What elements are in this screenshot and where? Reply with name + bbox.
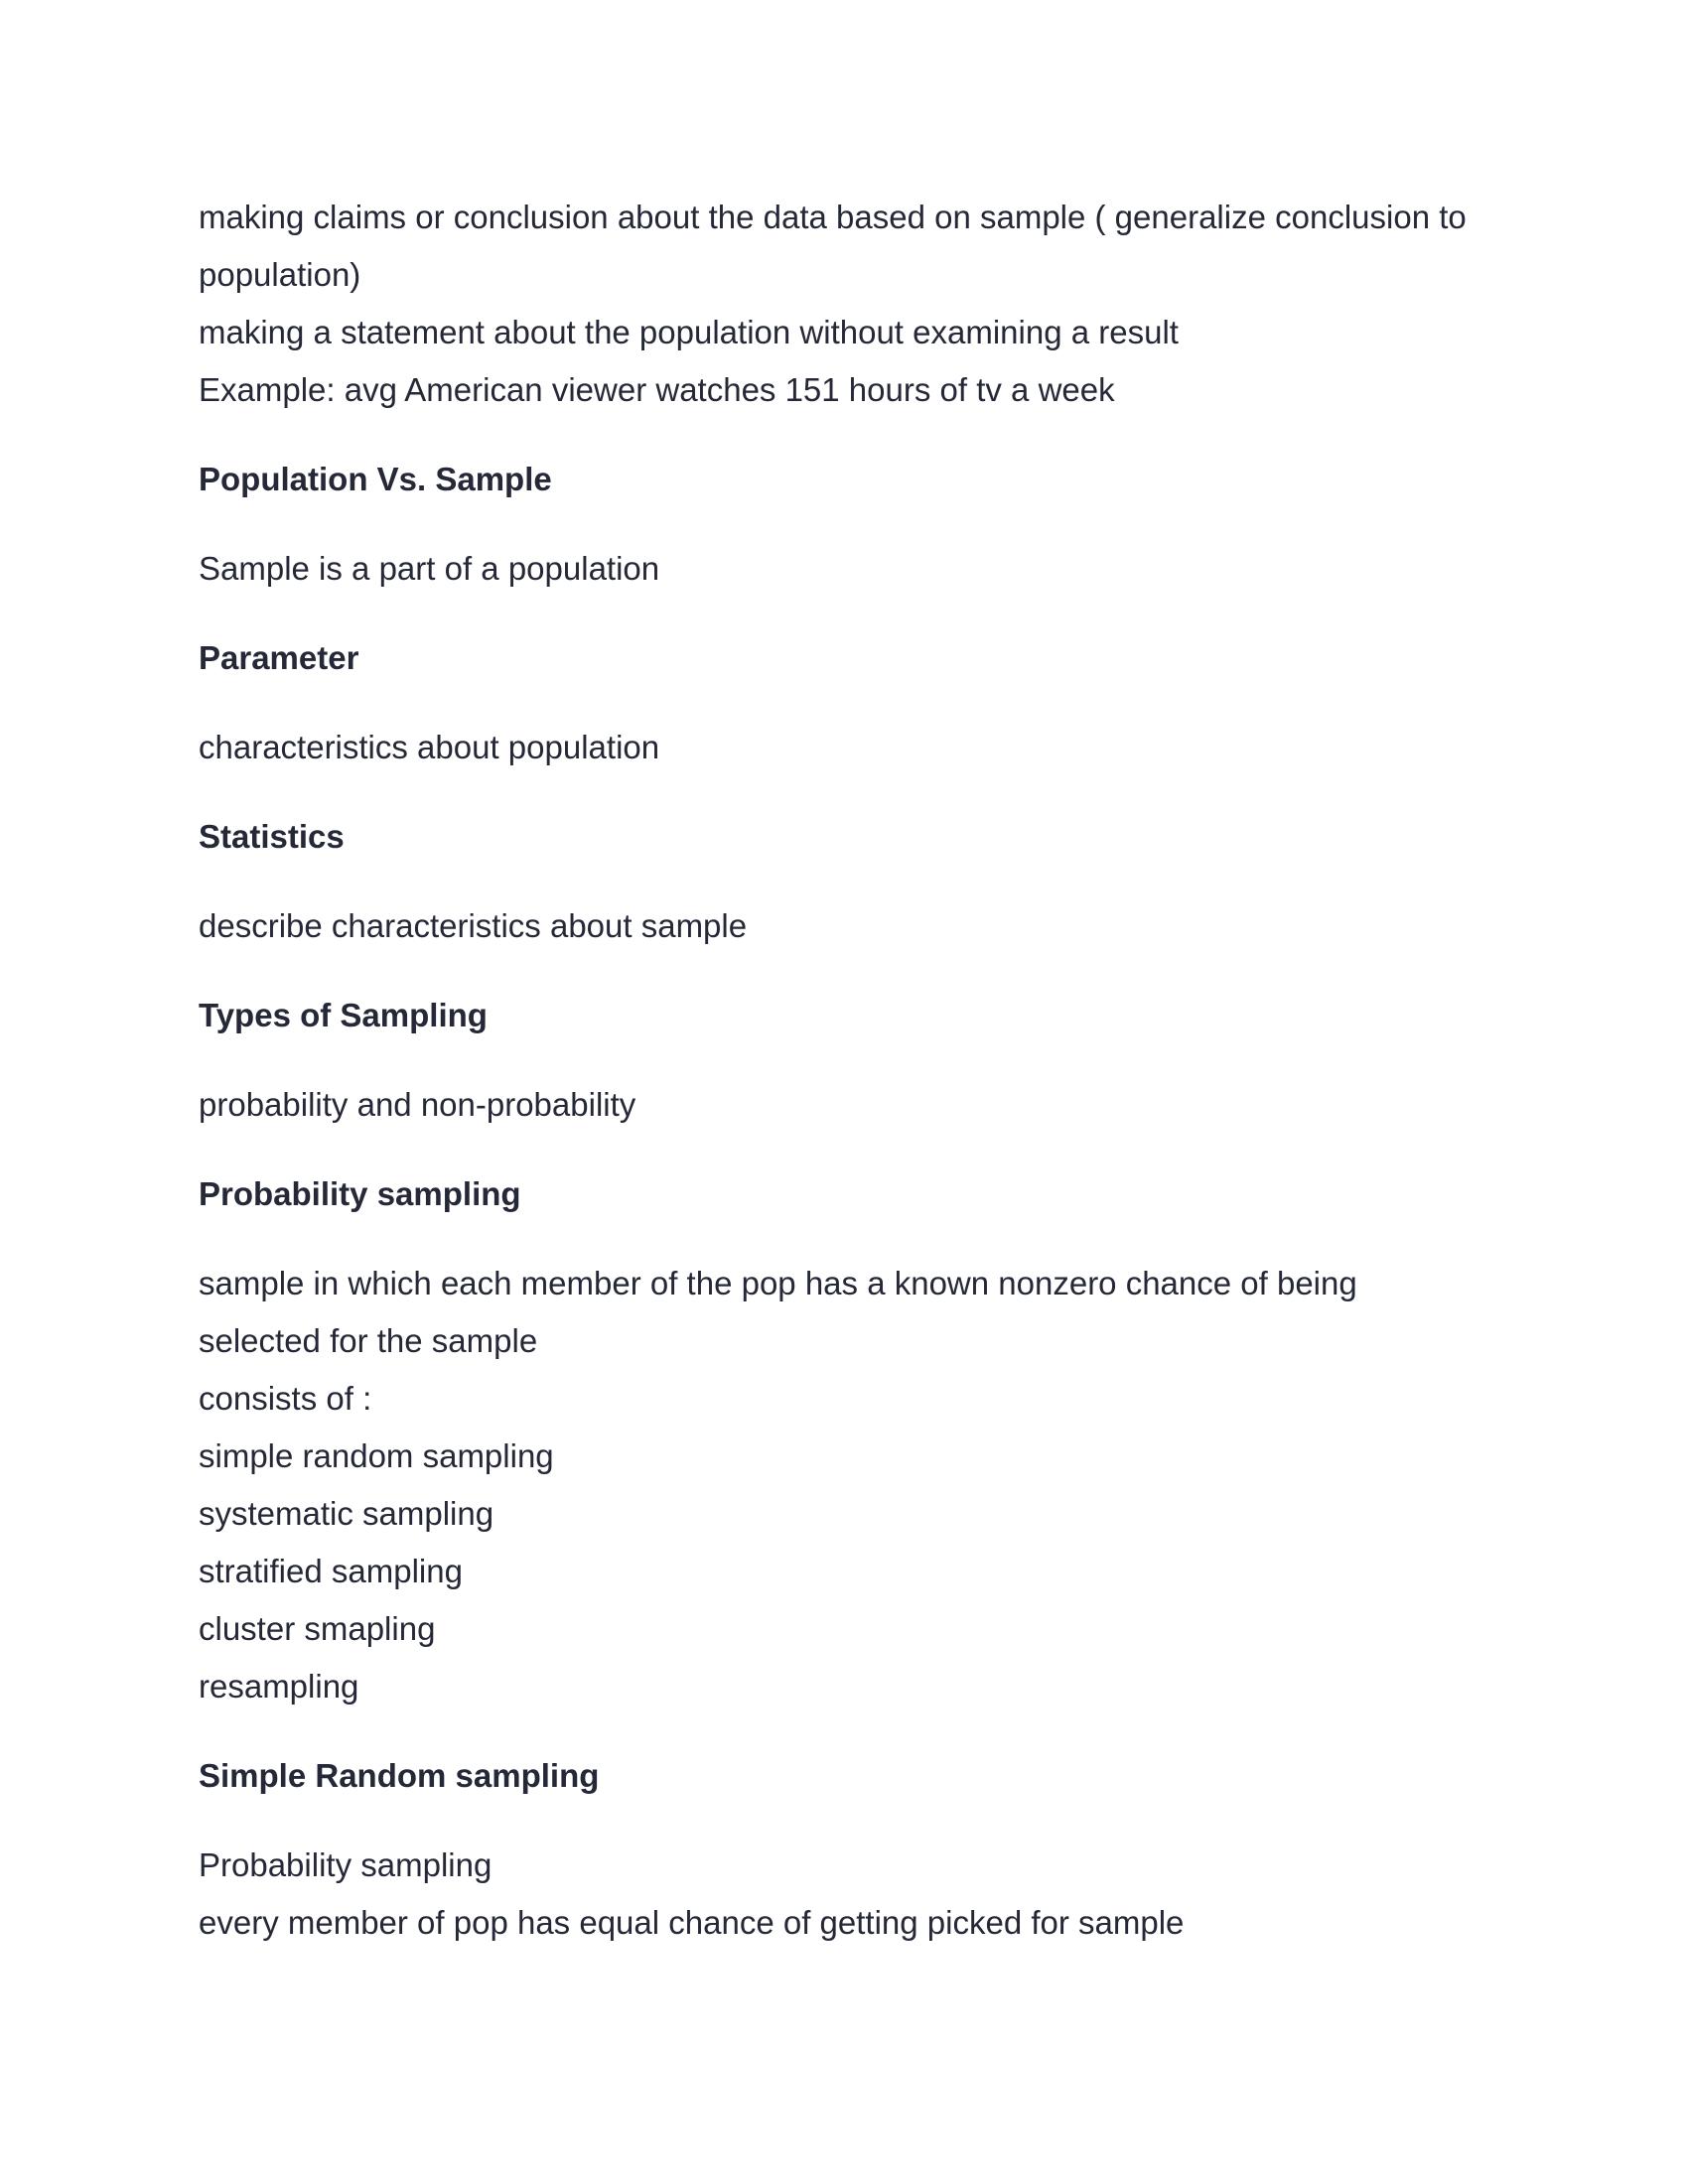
section-simple-random-sampling [199,1747,1509,1952]
section-line: describe characteristics about sample [199,907,748,944]
section-population-vs-sample [199,451,1509,598]
section-line: resampling [199,1668,359,1705]
intro-line: Example: avg American viewer watches 151 hours of tv a week [199,371,1115,408]
section-heading: Probability sampling [199,1175,521,1212]
section-line: sample in which each member of the pop has a known nonzero chance of being selected for the sample [199,1265,1357,1359]
section-line: systematic sampling [199,1495,494,1532]
section-line: Probability sampling [199,1846,492,1883]
section-types-of-sampling [199,987,1509,1134]
section-heading: Types of Sampling [199,997,488,1033]
section-heading: Population Vs. Sample [199,461,552,497]
section-line: every member of pop has equal chance of getting picked for sample [199,1904,1185,1941]
section-heading: Statistics [199,818,345,855]
section-line: stratified sampling [199,1553,463,1589]
section-line: characteristics about population [199,729,660,765]
section-heading: Simple Random sampling [199,1757,600,1794]
document-page [199,189,1509,1952]
section-line: Sample is a part of a population [199,550,660,587]
section-line: simple random sampling [199,1437,554,1474]
section-line: cluster smapling [199,1610,436,1647]
section-probability-sampling [199,1165,1509,1715]
section-statistics [199,808,1509,955]
section-line: probability and non-probability [199,1086,636,1123]
section-heading: Parameter [199,639,359,676]
intro-line: making claims or conclusion about the data based on sample ( generalize conclusion to population) [199,199,1467,293]
section-parameter [199,629,1509,776]
intro-line: making a statement about the population without examining a result [199,314,1179,350]
intro-block [199,189,1509,419]
section-line: consists of : [199,1380,372,1417]
